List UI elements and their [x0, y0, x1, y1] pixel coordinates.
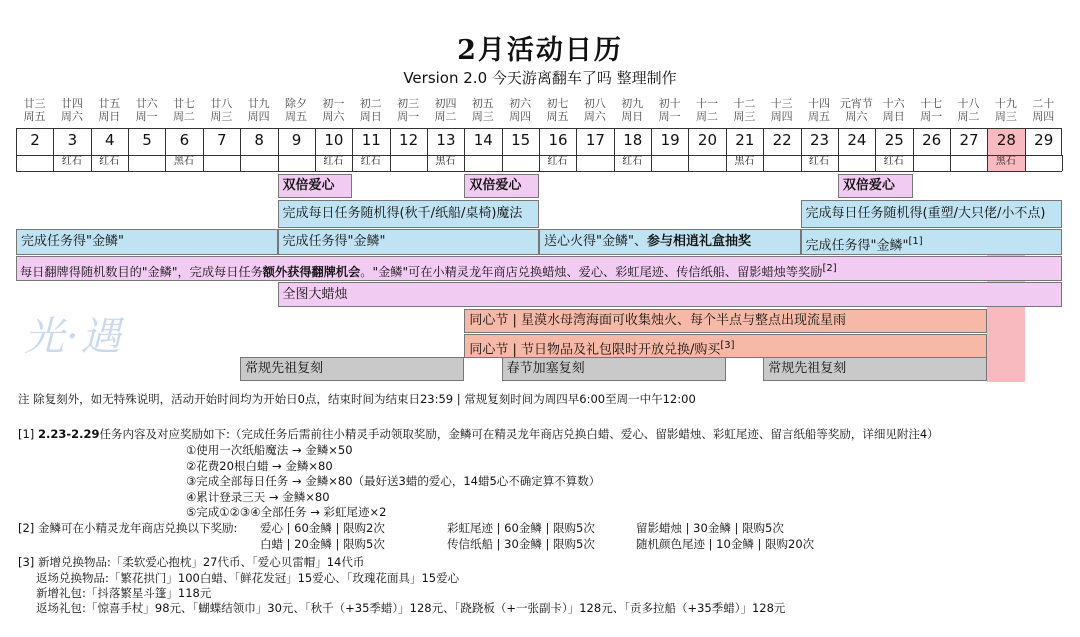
event-bar [16, 229, 278, 255]
day-cell: 21 [726, 128, 763, 155]
lunar-day-label: 廿五 [98, 97, 121, 110]
day-cell: 17 [576, 128, 613, 155]
weekday-label: 周五 [546, 110, 569, 123]
footnote-ref: [3] [720, 340, 735, 351]
shop-item: 留影蜡烛 | 30金鳞 | 限购5次 [636, 521, 784, 535]
event-bar [278, 200, 540, 228]
day-cell: 19 [651, 128, 688, 155]
weekday-label: 周三 [210, 110, 233, 123]
weekday-label: 周一 [658, 110, 681, 123]
event-bar [464, 174, 539, 198]
shard-label: 红石 [360, 156, 381, 167]
weekday-label: 周三 [994, 110, 1017, 123]
weekday-label: 周日 [98, 110, 121, 123]
lunar-date [352, 97, 389, 123]
day-cell: 24 [838, 128, 875, 155]
shard-label: 红石 [547, 156, 568, 167]
event-bar [240, 357, 464, 381]
lunar-day-label: 廿六 [135, 97, 158, 110]
lunar-date [390, 97, 427, 123]
lunar-day-label: 二十 [1032, 97, 1055, 110]
event-label: 完成任务得"金鳞" [282, 234, 386, 249]
day-cell: 3 [53, 128, 90, 155]
grid-line-divider [390, 155, 391, 171]
weekday-label: 周四 [509, 110, 532, 123]
grid-line-divider [651, 155, 652, 171]
day-cell: 16 [539, 128, 576, 155]
note-2-header: [2] 金鳞可在小精灵龙年商店兑换以下奖励: [18, 521, 238, 535]
event-bar [502, 357, 726, 381]
event-label: 送心火得"金鳞"、 [544, 234, 647, 249]
lunar-date [539, 97, 576, 123]
lunar-day-label: 初三 [397, 97, 420, 110]
lunar-date [950, 97, 987, 123]
weekday-label: 周二 [172, 110, 195, 123]
event-bar [464, 309, 987, 333]
weekday-label: 周四 [1032, 110, 1055, 123]
event-label: 完成任务得"金鳞" [21, 234, 124, 249]
disclaimer-note: 注 除复刻外，如无特殊说明，活动开始时间均为开始日0点，结束时间为结束日23:59 | 常规复刻时间为周四早6:00至周一中午12:00 [18, 392, 696, 406]
grid-line-divider [502, 155, 503, 171]
note-1-header [18, 427, 939, 442]
weekday-label: 周二 [957, 110, 980, 123]
shop-item: 传信纸船 | 30金鳞 | 限购5次 [447, 537, 595, 551]
task-item: ①使用一次纸船魔法 → 金鳞×50 [186, 443, 353, 457]
note-1-text: 任务内容及对应奖励如下:（完成任务后需前往小精灵手动领取奖励，金鳞可在精灵龙年商店兑换白蜡、爱心、留影蜡烛、彩虹尾迹、留言纸船等奖励，详细见附注4） [99, 427, 939, 441]
festival-item: [3] 新增兑换物品:「柔软爱心抱枕」27代币、「爱心贝雷帽」14代币 [18, 555, 365, 569]
weekday-label: 周一 [920, 110, 943, 123]
lunar-date [203, 97, 240, 123]
weekday-label: 周四 [247, 110, 270, 123]
weekday-label: 周日 [621, 110, 644, 123]
note-1-tag: [1] [18, 427, 38, 441]
festival-item: 返场兑换物品:「繁花拱门」100白蜡、「鲜花发冠」15爱心、「玫瑰花面具」15爱心 [36, 571, 460, 585]
day-cell: 9 [278, 128, 315, 155]
task-item: ⑤完成①②③④全部任务 → 彩虹尾迹×2 [186, 505, 387, 519]
weekday-label: 周二 [695, 110, 718, 123]
event-bar [539, 229, 801, 255]
grid-line-divider [763, 155, 764, 171]
grid-line-divider [576, 155, 577, 171]
day-cell: 25 [875, 128, 912, 155]
lunar-date [801, 97, 838, 123]
event-label: 常规先祖复刻 [768, 361, 847, 376]
lunar-day-label: 廿八 [210, 97, 233, 110]
task-item: ④累计登录三天 → 金鳞×80 [186, 489, 330, 504]
page-title: 2月活动日历 [457, 35, 623, 66]
day-cell: 4 [91, 128, 128, 155]
lunar-date [614, 97, 651, 123]
lunar-day-label: 廿四 [60, 97, 83, 110]
shard-label: 红石 [883, 156, 904, 167]
lunar-day-label: 初九 [621, 97, 644, 110]
day-cell: 15 [502, 128, 539, 155]
shard-label: 黑石 [173, 156, 194, 167]
lunar-day-label: 十二 [733, 97, 756, 110]
event-label: 同心节 | 节日物品及礼包限时开放兑换/购买 [469, 342, 721, 358]
grid-line-divider [950, 155, 951, 171]
day-cell: 2 [16, 128, 53, 155]
event-label: 双倍爱心 [469, 178, 522, 193]
day-cell: 26 [913, 128, 950, 155]
grid-line-mid [16, 155, 1062, 156]
day-cell: 27 [950, 128, 987, 155]
day-cell: 5 [128, 128, 165, 155]
grid-line-divider [688, 155, 689, 171]
footnote-ref: [2] [822, 263, 837, 274]
lunar-date [913, 97, 950, 123]
day-cell: 28 [987, 128, 1024, 155]
day-cell: 13 [427, 128, 464, 155]
lunar-date [240, 97, 277, 123]
day-cell: 10 [315, 128, 352, 155]
event-bar [838, 174, 913, 198]
event-label: 春节加塞复刻 [506, 361, 585, 376]
lunar-day-label: 十四 [808, 97, 831, 110]
event-label: 双倍爱心 [282, 178, 335, 193]
weekday-label: 周一 [397, 110, 420, 123]
shard-label: 黑石 [995, 156, 1016, 167]
event-label: 完成每日任务随机得(重塑/大只佬/小不点) [805, 206, 1046, 221]
weekday-label: 周五 [808, 110, 831, 123]
shard-label: 红石 [99, 156, 120, 167]
lunar-date [165, 97, 202, 123]
day-cell: 8 [240, 128, 277, 155]
lunar-day-label: 十三 [770, 97, 793, 110]
lunar-day-label: 初四 [434, 97, 457, 110]
lunar-date [502, 97, 539, 123]
weekday-label: 周六 [583, 110, 606, 123]
lunar-day-label: 十六 [882, 97, 905, 110]
weekday-label: 周日 [359, 110, 382, 123]
lunar-day-label: 初十 [658, 97, 681, 110]
event-bar [278, 174, 353, 198]
shard-label: 红石 [622, 156, 643, 167]
event-bar [16, 256, 1062, 281]
event-label: 全图大蜡烛 [282, 287, 348, 302]
shard-label: 黑石 [435, 156, 456, 167]
grid-line-divider [203, 155, 204, 171]
event-bar [464, 334, 987, 358]
day-cell: 18 [614, 128, 651, 155]
lunar-date [987, 97, 1024, 123]
lunar-date [427, 97, 464, 123]
grid-line-divider [464, 155, 465, 171]
grid-line-top [16, 128, 1062, 129]
weekday-label: 周五 [285, 110, 308, 123]
grid-line-divider [838, 155, 839, 171]
day-cell: 22 [763, 128, 800, 155]
shop-item: 白蜡 | 20金鳞 | 限购5次 [260, 537, 385, 551]
grid-line-divider [278, 155, 279, 171]
lunar-date [278, 97, 315, 123]
lunar-day-label: 元宵节 [839, 97, 873, 110]
lunar-date [53, 97, 90, 123]
event-bar [278, 282, 1063, 307]
lunar-day-label: 初五 [471, 97, 494, 110]
event-bar [278, 229, 540, 255]
lunar-date [91, 97, 128, 123]
festival-item: 返场礼包:「惊喜手杖」98元、「蝴蝶结领巾」30元、「秋千（+35季蜡）」128元、「跷跷板（+一张副卡）」128元、「贡多拉船（+35季蜡）」128元 [36, 601, 786, 615]
day-cell: 7 [203, 128, 240, 155]
shard-label: 黑石 [734, 156, 755, 167]
lunar-date [16, 97, 53, 123]
shard-label: 红石 [809, 156, 830, 167]
weekday-label: 周三 [733, 110, 756, 123]
lunar-date [651, 97, 688, 123]
lunar-date [128, 97, 165, 123]
shop-item: 爱心 | 60金鳞 | 限购2次 [260, 521, 385, 535]
festival-item: 新增礼包:「抖落繁星斗篷」118元 [36, 586, 212, 600]
event-label: 完成任务得"金鳞" [805, 238, 909, 254]
day-cell: 12 [390, 128, 427, 155]
day-cell: 29 [1025, 128, 1062, 155]
event-highlight: 额外获得翻牌机会 [262, 265, 361, 280]
footnote-ref: [1] [908, 236, 923, 247]
weekday-label: 周六 [60, 110, 83, 123]
lunar-day-label: 初一 [322, 97, 345, 110]
shop-item: 随机颜色尾迹 | 10金鳞 | 限购20次 [636, 537, 815, 551]
event-highlight: 参与相逍礼盒抽奖 [647, 234, 752, 249]
lunar-date [688, 97, 725, 123]
day-cell: 11 [352, 128, 389, 155]
lunar-date [315, 97, 352, 123]
weekday-label: 周一 [135, 110, 158, 123]
lunar-day-label: 初八 [583, 97, 606, 110]
event-bar [801, 229, 1063, 255]
lunar-day-label: 初六 [509, 97, 532, 110]
event-label-tail: 。"金鳞"可在小精灵龙年商店兑换蜡烛、爱心、彩虹尾迹、传信纸船、留影蜡烛等奖励 [360, 265, 823, 280]
event-label: 每日翻牌得随机数目的"金鳞"，完成每日任务 [20, 265, 263, 280]
grid-line-divider [1062, 155, 1063, 171]
grid-line-divider [1025, 155, 1026, 171]
lunar-day-label: 除夕 [285, 97, 308, 110]
shop-item: 彩虹尾迹 | 60金鳞 | 限购5次 [447, 521, 595, 535]
event-label: 双倍爱心 [842, 178, 895, 193]
note-1-dates: 2.23-2.29 [37, 427, 100, 441]
lunar-day-label: 廿七 [172, 97, 195, 110]
weekday-label: 周六 [845, 110, 868, 123]
shard-label: 红石 [61, 156, 82, 167]
lunar-day-label: 廿三 [23, 97, 46, 110]
weekday-label: 周四 [770, 110, 793, 123]
lunar-day-label: 初七 [546, 97, 569, 110]
page-subtitle: Version 2.0 今天游离翻车了吗 整理制作 [403, 69, 677, 87]
lunar-date [875, 97, 912, 123]
event-bar [801, 200, 1063, 228]
event-label: 同心节 | 星漠水母湾海面可收集烛火、每个半点与整点出现流星雨 [469, 313, 846, 328]
lunar-date [763, 97, 800, 123]
lunar-day-label: 十九 [994, 97, 1017, 110]
lunar-day-label: 十一 [695, 97, 718, 110]
grid-line-divider [16, 155, 17, 171]
grid-line-right [1061, 128, 1062, 155]
grid-line-divider [240, 155, 241, 171]
grid-line-divider [128, 155, 129, 171]
lunar-date [576, 97, 613, 123]
weekday-label: 周六 [322, 110, 345, 123]
day-cell: 14 [464, 128, 501, 155]
day-cell: 20 [688, 128, 725, 155]
task-item: ③完成全部每日任务 → 金鳞×80（最好送3蜡的爱心，14蜡5心不确定算不算数） [186, 474, 601, 488]
game-logo-watermark: 光·遇 [24, 314, 123, 360]
lunar-day-label: 十八 [957, 97, 980, 110]
event-bar [763, 357, 987, 381]
event-label: 完成每日任务随机得(秋千/纸船/桌椅)魔法 [282, 206, 523, 221]
weekday-label: 周三 [471, 110, 494, 123]
event-label: 常规先祖复刻 [245, 361, 324, 376]
lunar-day-label: 十七 [920, 97, 943, 110]
lunar-date [464, 97, 501, 123]
lunar-day-label: 廿九 [247, 97, 270, 110]
day-cell: 6 [165, 128, 202, 155]
task-item: ②花费20根白蜡 → 金鳞×80 [186, 458, 333, 473]
grid-line-divider [913, 155, 914, 171]
weekday-label: 周五 [23, 110, 46, 123]
lunar-date [838, 97, 875, 123]
weekday-label: 周二 [434, 110, 457, 123]
shard-label: 红石 [323, 156, 344, 167]
lunar-day-label: 初二 [359, 97, 382, 110]
lunar-date [1025, 97, 1062, 123]
lunar-date [726, 97, 763, 123]
day-cell: 23 [801, 128, 838, 155]
weekday-label: 周日 [882, 110, 905, 123]
